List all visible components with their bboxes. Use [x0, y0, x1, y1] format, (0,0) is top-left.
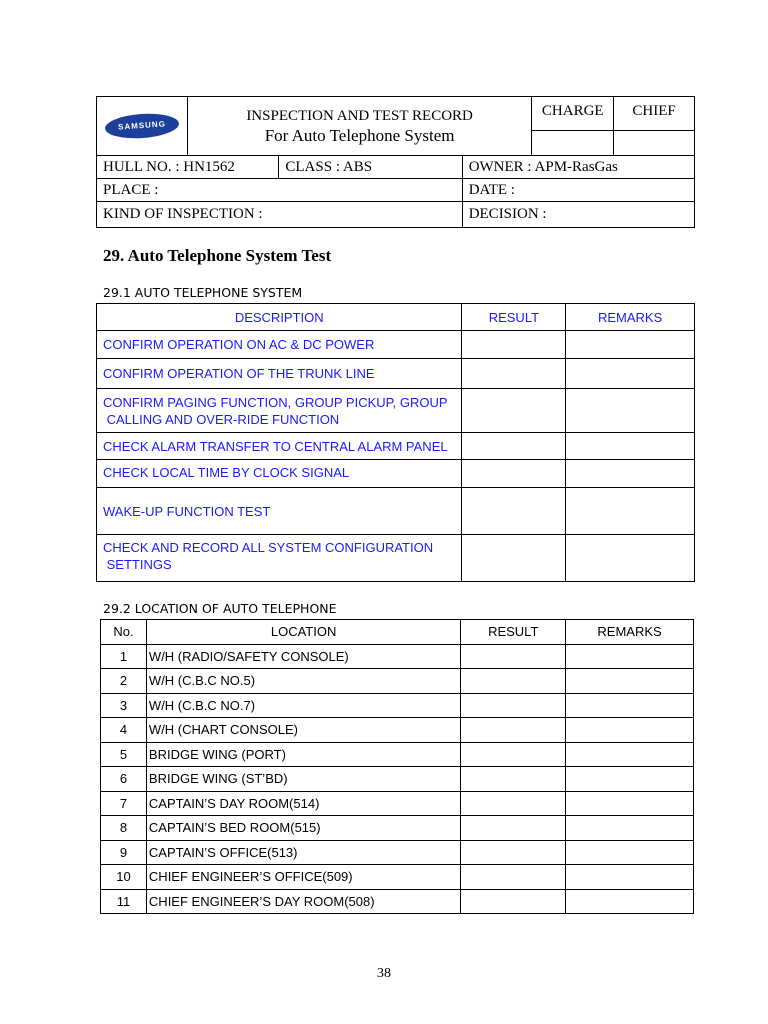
test-description: CONFIRM OPERATION ON AC & DC POWER	[97, 331, 462, 359]
result-cell[interactable]	[461, 889, 566, 914]
location-cell: CHIEF ENGINEER’S DAY ROOM(508)	[146, 889, 460, 914]
table2-title: 29.2 LOCATION OF AUTO TELEPHONE	[103, 601, 337, 616]
remarks-cell[interactable]	[566, 816, 694, 841]
remarks-cell[interactable]	[566, 535, 695, 582]
result-cell[interactable]	[461, 693, 566, 718]
test-description: CONFIRM PAGING FUNCTION, GROUP PICKUP, GROUP CALLING AND OVER-RIDE FUNCTION	[97, 389, 462, 433]
hull-no: HULL NO. : HN1562	[97, 156, 279, 179]
result-cell[interactable]	[462, 331, 566, 359]
remarks-cell[interactable]	[566, 742, 694, 767]
table-row	[101, 889, 694, 914]
kind-of-inspection-field[interactable]: KIND OF INSPECTION :	[97, 202, 463, 228]
date-field[interactable]: DATE :	[462, 179, 694, 202]
table-row	[101, 669, 694, 694]
table-row	[101, 742, 694, 767]
title-line-1: INSPECTION AND TEST RECORD	[246, 108, 473, 124]
telephone-location-table	[100, 619, 694, 914]
remarks-cell[interactable]	[566, 488, 695, 535]
class-field: CLASS : ABS	[279, 156, 462, 179]
table-row	[101, 644, 694, 669]
remarks-cell[interactable]	[566, 460, 695, 488]
record-header-table	[96, 96, 695, 228]
remarks-cell[interactable]	[566, 840, 694, 865]
charge-label: CHARGE	[532, 97, 614, 131]
location-cell: CAPTAIN’S DAY ROOM(514)	[146, 791, 460, 816]
result-cell[interactable]	[461, 742, 566, 767]
result-header: RESULT	[461, 620, 566, 645]
test-description: CONFIRM OPERATION OF THE TRUNK LINE	[97, 359, 462, 389]
test-description: CHECK ALARM TRANSFER TO CENTRAL ALARM PANEL	[97, 433, 462, 460]
table-row	[101, 718, 694, 743]
result-cell[interactable]	[462, 359, 566, 389]
table-row	[101, 693, 694, 718]
decision-field[interactable]: DECISION :	[462, 202, 694, 228]
test-description: CHECK AND RECORD ALL SYSTEM CONFIGURATION SETTINGS	[97, 535, 462, 582]
remarks-cell[interactable]	[566, 693, 694, 718]
row-number: 6	[101, 767, 147, 792]
remarks-cell[interactable]	[566, 359, 695, 389]
location-cell: W/H (RADIO/SAFETY CONSOLE)	[146, 644, 460, 669]
result-cell[interactable]	[461, 865, 566, 890]
row-number: 11	[101, 889, 147, 914]
test-description: WAKE-UP FUNCTION TEST	[97, 488, 462, 535]
chief-label: CHIEF	[614, 97, 695, 131]
section-title: 29. Auto Telephone System Test	[103, 246, 332, 265]
row-number: 4	[101, 718, 147, 743]
remarks-cell[interactable]	[566, 767, 694, 792]
charge-signature-box[interactable]	[532, 131, 614, 156]
remarks-cell[interactable]	[566, 669, 694, 694]
row-number: 3	[101, 693, 147, 718]
test-description: CHECK LOCAL TIME BY CLOCK SIGNAL	[97, 460, 462, 488]
location-cell: BRIDGE WING (ST’BD)	[146, 767, 460, 792]
result-cell[interactable]	[461, 767, 566, 792]
description-header: DESCRIPTION	[97, 304, 462, 331]
row-number: 9	[101, 840, 147, 865]
location-cell: W/H (C.B.C NO.7)	[146, 693, 460, 718]
result-cell[interactable]	[461, 791, 566, 816]
row-number: 8	[101, 816, 147, 841]
location-cell: CAPTAIN’S BED ROOM(515)	[146, 816, 460, 841]
page-number: 38	[377, 966, 391, 981]
no-header: No.	[101, 620, 147, 645]
result-cell[interactable]	[462, 389, 566, 433]
row-number: 5	[101, 742, 147, 767]
result-header: RESULT	[462, 304, 566, 331]
row-number: 2	[101, 669, 147, 694]
location-cell: W/H (C.B.C NO.5)	[146, 669, 460, 694]
table1-title: 29.1 AUTO TELEPHONE SYSTEM	[103, 285, 303, 300]
record-title	[187, 97, 531, 156]
chief-signature-box[interactable]	[614, 131, 695, 156]
result-cell[interactable]	[461, 718, 566, 743]
location-cell: W/H (CHART CONSOLE)	[146, 718, 460, 743]
result-cell[interactable]	[462, 433, 566, 460]
row-number: 1	[101, 644, 147, 669]
row-number: 10	[101, 865, 147, 890]
remarks-cell[interactable]	[566, 718, 694, 743]
remarks-cell[interactable]	[566, 331, 695, 359]
remarks-cell[interactable]	[566, 889, 694, 914]
auto-telephone-system-table	[96, 303, 695, 582]
location-header: LOCATION	[146, 620, 460, 645]
location-cell: CAPTAIN’S OFFICE(513)	[146, 840, 460, 865]
logo-cell	[97, 97, 188, 156]
remarks-cell[interactable]	[566, 644, 694, 669]
table-row	[101, 791, 694, 816]
owner-field: OWNER : APM-RasGas	[462, 156, 694, 179]
result-cell[interactable]	[462, 488, 566, 535]
result-cell[interactable]	[461, 644, 566, 669]
remarks-cell[interactable]	[566, 389, 695, 433]
samsung-logo: SAMSUNG	[104, 111, 179, 140]
result-cell[interactable]	[461, 816, 566, 841]
result-cell[interactable]	[462, 535, 566, 582]
table-row	[101, 767, 694, 792]
remarks-cell[interactable]	[566, 865, 694, 890]
table-row	[101, 840, 694, 865]
row-number: 7	[101, 791, 147, 816]
result-cell[interactable]	[461, 669, 566, 694]
result-cell[interactable]	[462, 460, 566, 488]
remarks-header: REMARKS	[566, 304, 695, 331]
place-field[interactable]: PLACE :	[97, 179, 463, 202]
remarks-cell[interactable]	[566, 433, 695, 460]
table-row	[101, 816, 694, 841]
remarks-cell[interactable]	[566, 791, 694, 816]
title-line-2: For Auto Telephone System	[264, 126, 455, 145]
result-cell[interactable]	[461, 840, 566, 865]
remarks-header: REMARKS	[566, 620, 694, 645]
location-cell: BRIDGE WING (PORT)	[146, 742, 460, 767]
table-row	[101, 865, 694, 890]
location-cell: CHIEF ENGINEER’S OFFICE(509)	[146, 865, 460, 890]
